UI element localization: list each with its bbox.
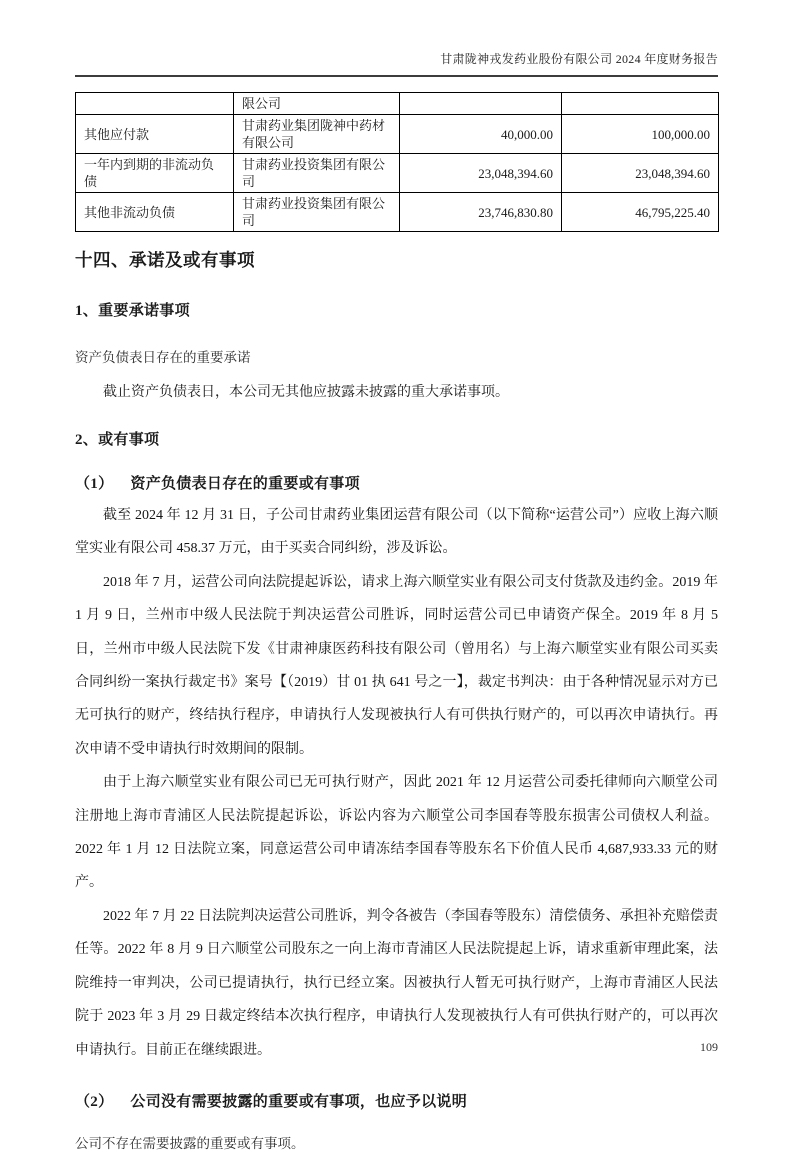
section-14-title: 十四、承诺及或有事项 — [75, 250, 255, 270]
contingency-paragraphs — [75, 499, 718, 1067]
paragraph: 2018 年 7 月，运营公司向法院提起诉讼，请求上海六顺堂实业有限公司支付货款及违约金。2019 年 1 月 9 日，兰州市中级人民法院于判决运营公司胜诉，同时运营公司已申请资产保全。2019 年 8 月 5 日，兰州市中级人民法院下发《甘肃神康医药科技有限公司（曾用名）与上海六顺堂实业有限公司买卖合同纠纷一案执行裁定书》案号【（2019）甘 01 执 641 号之一】，裁定书判决：由于各种情况显示对方已无可执行的财产，终结执行程序，申请执行人发现被执行人有可供执行财产的，可以再次申请执行。再次申请不受申请执行时效期间的限制。 — [75, 574, 718, 757]
section-14-2-1-title — [75, 472, 718, 493]
paragraph: 2022 年 7 月 22 日法院判决运营公司胜诉，判令各被告（李国春等股东）清偿债务、承担补充赔偿责任等。2022 年 8 月 9 日六顺堂公司股东之一向上海市青浦区人民法院提起上诉，请求重新审理此案，法院维持一审判决，公司已提请执行，执行已经立案。因被执行人暂无可执行财产，上海市青浦区人民法院于 2023 年 3 月 29 日裁定终结本次执行程序，申请执行人发现被执行人有可供执行财产的，可以再次申请执行。目前正在继续跟进。 — [75, 908, 718, 1058]
paragraph: 截至 2024 年 12 月 31 日，子公司甘肃药业集团运营有限公司（以下简称“运营公司”）应收上海六顺堂实业有限公司 458.37 万元，由于买卖合同纠纷，涉及诉讼。 — [75, 508, 718, 557]
amount-cell: 23,746,830.80 — [400, 193, 562, 232]
company-cell: 限公司 — [234, 93, 400, 115]
paragraph: 由于上海六顺堂实业有限公司已无可执行财产，因此 2021 年 12 月运营公司委托律师向六顺堂公司注册地上海市青浦区人民法院提起诉讼，诉讼内容为六顺堂公司李国春等股东损害公司债权人利益。2022 年 1 月 12 日法院立案，同意运营公司申请冻结李国春等股东名下价值人民币 4,687,933.33 元的财产。 — [75, 775, 718, 891]
company-cell: 甘肃药业集团陇神中药材有限公司 — [234, 115, 400, 154]
item-cell: 其他应付款 — [76, 115, 234, 154]
no-disclosure-statement: 公司不存在需要披露的重要或有事项。 — [75, 1135, 305, 1151]
amount-cell: 40,000.00 — [400, 115, 562, 154]
table-row — [76, 93, 719, 115]
related-party-liabilities-table — [75, 92, 719, 232]
amount-cell: 100,000.00 — [562, 115, 719, 154]
item-cell: 其他非流动负债 — [76, 193, 234, 232]
heading-text: 公司没有需要披露的重要或有事项，也应予以说明 — [130, 1093, 468, 1110]
amount-cell — [562, 93, 719, 115]
table-row — [76, 115, 719, 154]
important-commitments-label: 资产负债表日存在的重要承诺 — [75, 350, 251, 365]
heading-text: 资产负债表日存在的重要或有事项 — [130, 476, 360, 492]
table-row — [76, 154, 719, 193]
section-14-1-title: 1、重要承诺事项 — [75, 303, 190, 319]
company-cell: 甘肃药业投资集团有限公司 — [234, 193, 400, 232]
report-header: 甘肃陇神戎发药业股份有限公司 2024 年度财务报告 — [75, 50, 718, 77]
commitments-statement: 截止资产负债表日，本公司无其他应披露未披露的重大承诺事项。 — [103, 385, 509, 400]
amount-cell: 23,048,394.60 — [562, 154, 719, 193]
company-cell: 甘肃药业投资集团有限公司 — [234, 154, 400, 193]
section-14-2-title: 2、或有事项 — [75, 432, 160, 448]
amount-cell: 23,048,394.60 — [400, 154, 562, 193]
amount-cell: 46,795,225.40 — [562, 193, 719, 232]
item-cell — [76, 93, 234, 115]
page-number: 109 — [700, 1040, 718, 1054]
amount-cell — [400, 93, 562, 115]
heading-number: （2） — [75, 1093, 114, 1110]
table-row — [76, 193, 719, 232]
section-14-2-2-title — [75, 1090, 718, 1111]
item-cell: 一年内到期的非流动负债 — [76, 154, 234, 193]
heading-number: （1） — [75, 476, 114, 492]
